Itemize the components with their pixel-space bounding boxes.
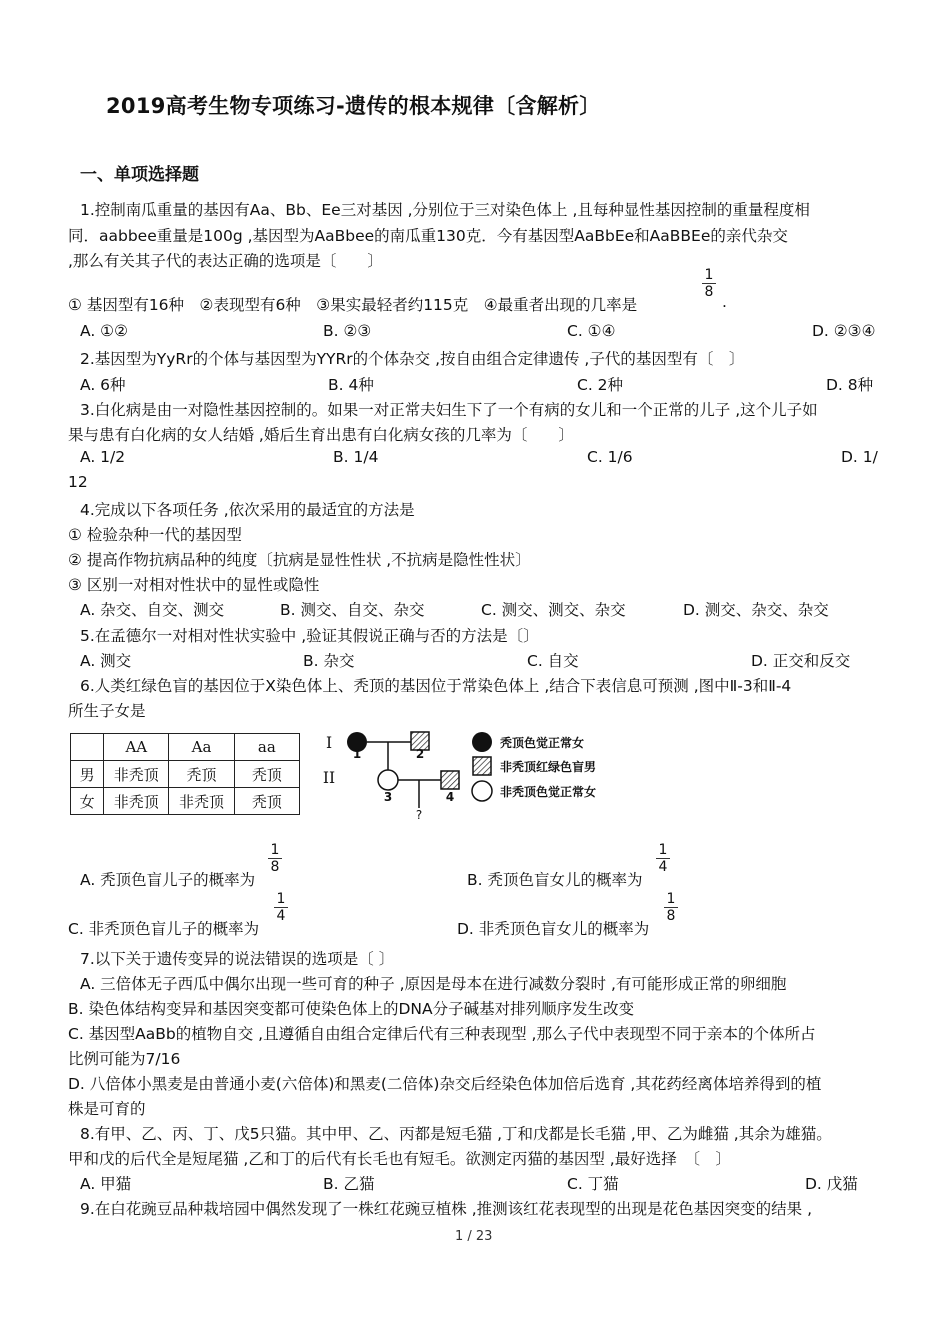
q1-line2: 同．aabbee重量是100g ,基因型为AaBbee的南瓜重130克．今有基因型AaBbEe和AaBBEe的亲代杂交 [68,227,788,245]
legend-label-1: 秃顶色觉正常女 [500,736,585,750]
page-number: 1 / 23 [455,1229,493,1244]
legend-filled-circle [472,732,492,752]
legend-symbols [470,730,498,804]
q1-fraction: 1 8 [702,268,716,299]
q1-option-b[interactable]: B. ②③ [323,322,372,340]
q7-option-d-cont: 株是可育的 [68,1100,146,1118]
q1-option-a[interactable]: A. ①② [80,322,128,340]
q8-line1: 8.有甲、乙、丙、丁、戊5只猫。其中甲、乙、丙都是短毛猫 ,丁和戊都是长毛猫 ,甲、乙为雌猫 ,其余为雄猫。 [80,1125,832,1143]
genotype-table: AA Aa aa 男 非秃顶 秃顶 秃顶 女 非秃顶 非秃顶 秃顶 [70,733,300,815]
q1-option-c[interactable]: C. ①④ [567,322,616,340]
legend-hatched-square [473,757,491,775]
q5-option-d[interactable]: D. 正交和反交 [751,652,851,670]
pedigree-ii3-female [378,770,398,790]
q4-option-d[interactable]: D. 测交、杂交、杂交 [683,601,829,619]
q4-item-3: ③ 区别一对相对性状中的显性或隐性 [68,576,320,594]
q4-text: 4.完成以下各项任务 ,依次采用的最适宜的方法是 [80,501,415,519]
q3-option-d-wrap: 12 [68,473,88,491]
legend-label-2: 非秃顶红绿色盲男 [500,760,597,774]
legend-open-circle [472,781,492,801]
q8-option-d[interactable]: D. 戊猫 [805,1175,858,1193]
generation-i-label: I [325,734,333,752]
q7-option-d[interactable]: D. 八倍体小黑麦是由普通小麦(六倍体)和黑麦(二倍体)杂交后经染色体加倍后选育 ,其花药经离体培养得到的植 [68,1075,822,1093]
q2-option-d[interactable]: D. 8种 [826,376,874,394]
q3-line2: 果与患有白化病的女人结婚 ,婚后生育出患有白化病女孩的几率为〔 〕 [68,426,574,444]
q7-text: 7.以下关于遗传变异的说法错误的选项是〔 〕 [80,950,395,968]
q4-option-c[interactable]: C. 测交、测交、杂交 [481,601,626,619]
q8-option-c[interactable]: C. 丁猫 [567,1175,619,1193]
q5-option-b[interactable]: B. 杂交 [303,652,355,670]
q3-line1: 3.白化病是由一对隐性基因控制的。如果一对正常夫妇生下了一个有病的女儿和一个正常的儿子 ,这个儿子如 [80,401,818,419]
page-title: 2019高考生物专项练习-遗传的根本规律〔含解析〕 [106,94,601,118]
generation-ii-label: II [322,769,336,787]
q7-option-b[interactable]: B. 染色体结构变异和基因突变都可使染色体上的DNA分子碱基对排列顺序发生改变 [68,1000,635,1018]
q4-option-b[interactable]: B. 测交、自交、杂交 [280,601,425,619]
q6-b-fraction: 1 4 [656,843,670,874]
q4-option-a[interactable]: A. 杂交、自交、测交 [80,601,225,619]
pedigree-label-4: 4 [445,790,455,804]
q6-a-fraction: 1 8 [268,843,282,874]
q8-option-b[interactable]: B. 乙猫 [323,1175,375,1193]
q3-option-a[interactable]: A. 1/2 [80,448,126,466]
q8-line2: 甲和戊的后代全是短尾猫 ,乙和丁的后代有长毛也有短毛。欲测定丙猫的基因型 ,最好选择 〔 〕 [68,1150,731,1168]
pedigree-label-3: 3 [383,790,393,804]
pedigree-label-1: 1 [352,747,362,761]
q6-line1: 6.人类红绿色盲的基因位于X染色体上、秃顶的基因位于常染色体上 ,结合下表信息可预测 ,图中Ⅱ-3和Ⅱ-4 [80,677,792,695]
q1-period: . [722,293,727,311]
q7-option-c[interactable]: C. 基因型AaBb的植物自交 ,且遵循自由组合定律后代有三种表现型 ,那么子代中表现型不同于亲本的个体所占 [68,1025,816,1043]
section-heading: 一、单项选择题 [80,165,199,185]
q3-option-c[interactable]: C. 1/6 [587,448,633,466]
q4-item-2: ② 提高作物抗病品种的纯度〔抗病是显性性状 ,不抗病是隐性性状〕 [68,551,531,569]
q6-c-fraction: 1 4 [274,892,288,923]
legend-label-3: 非秃顶色觉正常女 [500,785,597,799]
q7-option-c-cont: 比例可能为7/16 [68,1050,181,1068]
q3-option-b[interactable]: B. 1/4 [333,448,379,466]
q3-option-d[interactable]: D. 1/ [841,448,878,466]
q5-text: 5.在孟德尔一对相对性状实验中 ,验证其假说正确与否的方法是〔〕 [80,627,539,645]
q7-option-a[interactable]: A. 三倍体无子西瓜中偶尔出现一些可育的种子 ,原因是母本在进行减数分裂时 ,有可能形成正常的卵细胞 [80,975,787,993]
q5-option-c[interactable]: C. 自交 [527,652,579,670]
q2-text: 2.基因型为YyRr的个体与基因型为YYRr的个体杂交 ,按自由组合定律遗传 ,子代的基因型有〔 〕 [80,350,745,368]
q4-item-1: ① 检验杂种一代的基因型 [68,526,242,544]
pedigree-ii4-male [441,771,459,789]
q8-option-a[interactable]: A. 甲猫 [80,1175,132,1193]
q9-line1: 9.在白花豌豆品种栽培园中偶然发现了一株红花豌豆植株 ,推测该红花表现型的出现是花色基因突变的结果 , [80,1200,812,1218]
pedigree-label-2: 2 [415,747,425,761]
q1-line1: 1.控制南瓜重量的基因有Aa、Bb、Ee三对基因 ,分别位于三对染色体上 ,且每种显性基因控制的重量程度相 [80,201,810,219]
q1-option-d[interactable]: D. ②③④ [812,322,876,340]
q6-line2: 所生子女是 [68,702,146,720]
q2-option-b[interactable]: B. 4种 [328,376,374,394]
pedigree-offspring-unknown: ? [415,808,423,822]
q2-option-c[interactable]: C. 2种 [577,376,624,394]
q2-option-a[interactable]: A. 6种 [80,376,126,394]
q5-option-a[interactable]: A. 测交 [80,652,132,670]
q1-line3: ,那么有关其子代的表达正确的选项是〔 〕 [68,252,383,270]
q6-d-fraction: 1 8 [664,892,678,923]
q1-statements: ① 基因型有16种 ②表现型有6种 ③果实最轻者约115克 ④最重者出现的几率是 [68,296,638,314]
